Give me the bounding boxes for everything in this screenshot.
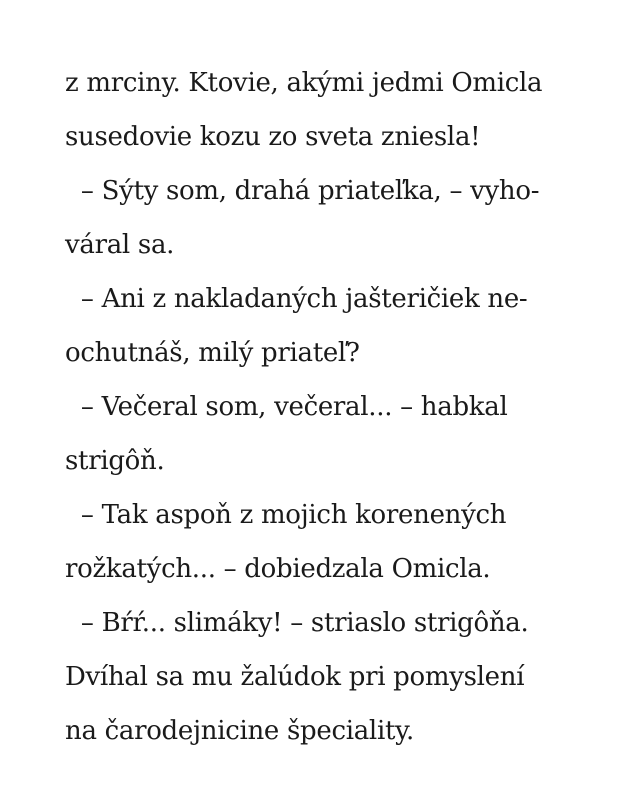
text-line: ochutnáš, milý priateľ?	[65, 338, 360, 368]
text-line: susedovie kozu zo sveta zniesla!	[65, 122, 481, 152]
text-line: rožkatých... – dobiedzala Omicla.	[65, 554, 491, 584]
text-line: – Tak aspoň z mojich korenených	[65, 500, 507, 530]
text-line: – Večeral som, večeral... – habkal	[65, 392, 508, 422]
text-line: – Sýty som, drahá priateľka, – vyho-	[65, 176, 540, 206]
text-line: – Bŕŕ... slimáky! – striaslo strigôňa.	[65, 608, 529, 638]
text-line: na čarodejnicine špeciality.	[65, 716, 415, 746]
text-line: – Ani z nakladaných jašteričiek ne-	[65, 284, 528, 314]
book-text	[65, 56, 585, 758]
text-line: váral sa.	[65, 230, 175, 260]
text-line: strigôň.	[65, 446, 165, 476]
text-line: Dvíhal sa mu žalúdok pri pomyslení	[65, 662, 525, 692]
text-line: z mrciny. Ktovie, akými jedmi Omicla	[65, 68, 543, 98]
